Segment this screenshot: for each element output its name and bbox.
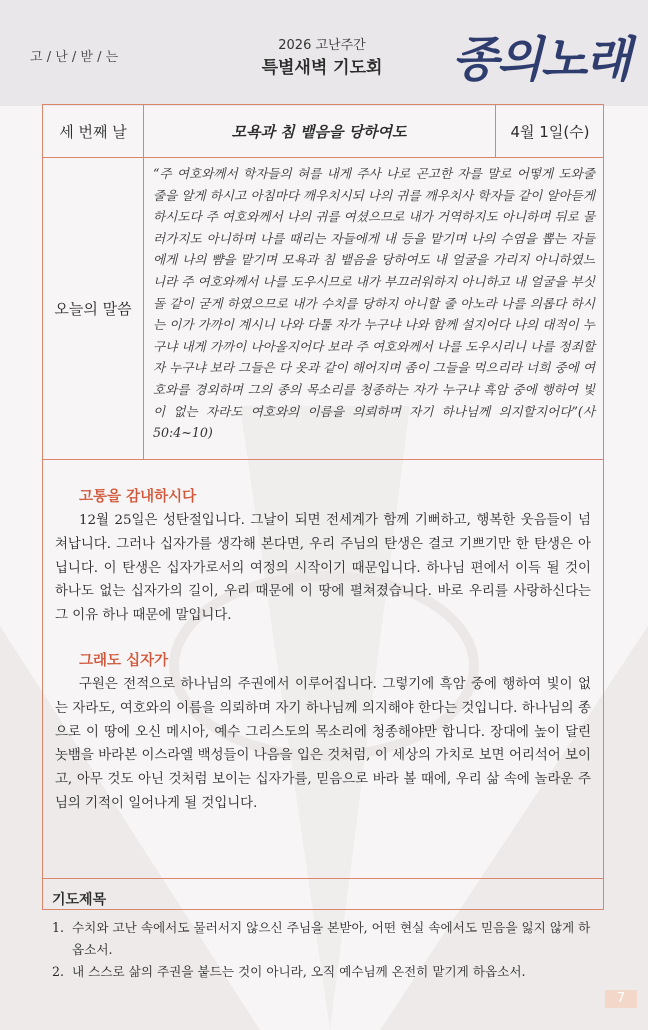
series-label: 고 / 난 / 받 / 는 [30, 50, 119, 65]
section-title: 고통을 감내하시다 [79, 489, 197, 505]
devotion-frame [42, 104, 604, 910]
header-row [43, 105, 603, 158]
page-number: 7 [605, 990, 637, 1008]
prayer-number: 1. [52, 920, 65, 935]
devotion-date: 4월 1일(수) [510, 122, 590, 141]
prayer-list [52, 917, 598, 983]
scripture-text: “주 여호와께서 학자들의 혀를 내게 주사 나로 곤고한 자를 말로 어떻게 도와줄 줄을 알게 하시고 아침마다 깨우치시되 나의 귀를 깨우치사 학자들 같이 알아듣게 하시도다 주 여호와께서 나의 귀를 여셨으므로 내가 거역하지도 아니하며 뒤로 물러가지도 아니하며 나를 때리는 자들에게 내 등을 맡기며 나의 수염을 뽑는 자들에게 나의 뺨을 맡기며 모욕과 침 뱉음을 당하여도 내 얼굴을 가리지 아니하였느니라 주 여호와께서 나를 도우시므로 내가 부끄러워하지 아니하고 내 얼굴을 부싯돌 같이 굳게 하였으므로 내가 수치를 당하지 아니할 줄 아노라 나를 의롭다 하시는 이가 가까이 계시니 나와 다툴 자가 누구냐 나와 함께 설지어다 나의 대적이 누구냐 내게 가까이 나아올지어다 보라 주 여호와께서 나를 도우시리니 나를 정죄할 자 누구냐 보라 그들은 다 옷과 같이 해어지며 좀이 그들을 먹으리라 너희 중에 여호와를 경외하며 그의 종의 목소리를 청종하는 자가 누구냐 흑암 중에 행하여 빛이 없는 자라도 여호와의 이름을 의뢰하며 자기 하나님께 의지할지어다”(사 50:4~10) [153, 166, 595, 441]
section-title: 그래도 십자가 [79, 653, 169, 669]
prayer-text: 수치와 고난 속에서도 물러서지 않으신 주님을 본받아, 어떤 현실 속에서도 믿음을 잃지 않게 하옵소서. [72, 920, 591, 957]
page-header [0, 0, 648, 106]
prayer-section [42, 878, 604, 982]
logo: 종의노래 [452, 32, 630, 88]
devotion-title: 모욕과 침 뱉음을 당하여도 [143, 105, 496, 157]
event-year-label: 2026 고난주간 [278, 38, 366, 53]
todays-word-label: 오늘의 말씀 [43, 157, 144, 459]
section-text: 구원은 전적으로 하나님의 주권에서 이루어집니다. 그렇기에 흑암 중에 행하여 빛이 없는 자라도, 여호와의 이름을 의뢰하며 자기 하나님께 의지해야 한다는 것입니다. 하나님의 종으로 이 땅에 오신 메시아, 예수 그리스도의 목소리에 청종해야만 합니다. 장대에 높이 달린 놋뱀을 바라본 이스라엘 백성들이 나음을 입은 것처럼, 이 세상의 가치로 보면 어리석어 보이고, 아무 것도 아닌 것처럼 보이는 십자가를, 믿음으로 바라 볼 때에, 우리 삶 속에 놀라운 주님의 기적이 일어나게 될 것입니다. [55, 677, 591, 811]
prayer-number: 2. [52, 964, 65, 979]
event-title: 특별새벽 기도회 [261, 58, 383, 78]
prayer-title: 기도제목 [52, 892, 107, 908]
prayer-item [52, 961, 598, 983]
section-text: 12월 25일은 성탄절입니다. 그날이 되면 전세계가 함께 기뻐하고, 행복한 웃음들이 넘쳐납니다. 그러나 십자가를 생각해 본다면, 우리 주님의 탄생은 결코 기쁘기만 한 탄생은 아닙니다. 이 탄생은 십자가로서의 여정의 시작이기 때문입니다. 하나님 편에서 이득 될 것이 하나도 없는 십자가의 길이, 우리 때문에 이 땅에 펼쳐졌습니다. 바로 우리를 사랑하신다는 그 이유 하나 때문에 말입니다. [55, 513, 591, 624]
prayer-item [52, 917, 598, 961]
prayer-text: 내 스스로 삶의 주권을 붙드는 것이 아니라, 오직 예수님께 온전히 맡기게 하옵소서. [72, 964, 526, 979]
meditation-section [43, 459, 603, 877]
day-label: 세 번째 날 [43, 105, 144, 157]
scripture-row [43, 157, 603, 460]
